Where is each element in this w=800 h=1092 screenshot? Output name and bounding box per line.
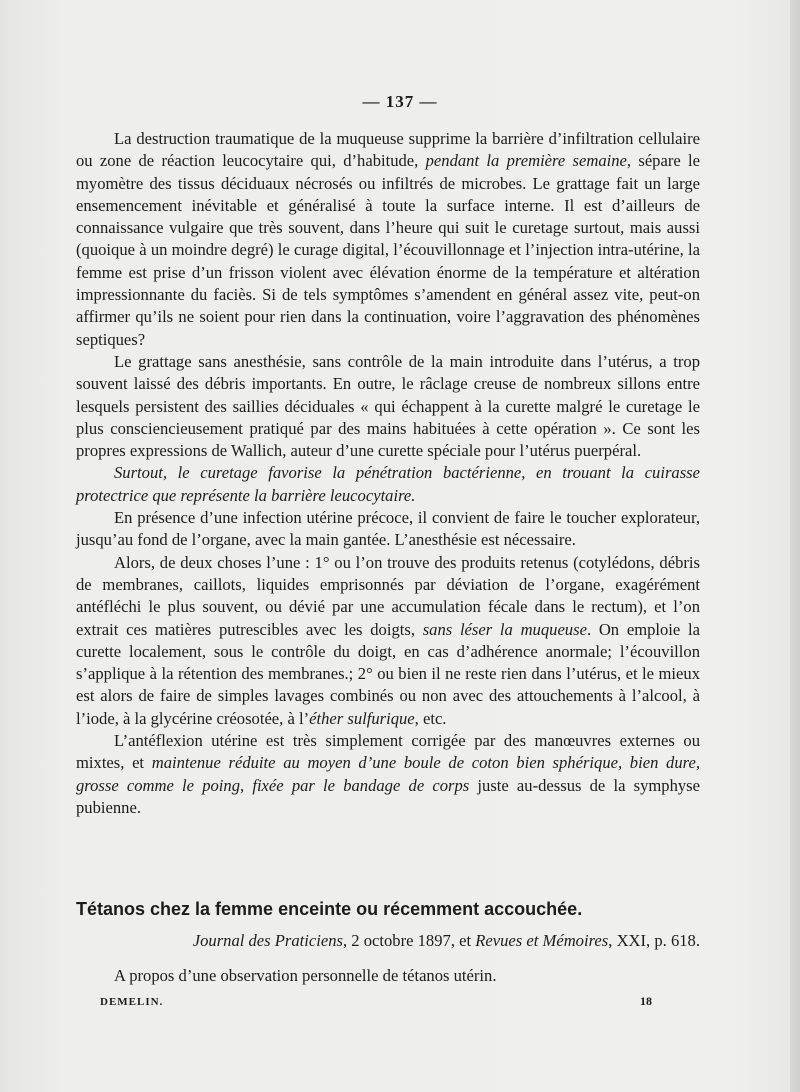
paragraph-5-emphasis-b: éther sulfurique bbox=[309, 708, 415, 728]
paragraph-5-text-a: Alors, de deux choses l’une : 1° ou l’on trouve des produits retenus (cotylédons, débris de membranes, caillots, liquides emprisonnés par déviation de l’organe, exagérément antéfléchi le plus souvent, ou dévié par une accumulation fécale dans le rectum), et l’on extrait ces matières putrescibles avec les doigts, bbox=[76, 552, 700, 639]
footer-author: DEMELIN. bbox=[100, 996, 164, 1008]
paragraph-5-text-b: . On emploie la curette localement, sous le contrôle du doigt, en cas d’adhérence anormale; l’écouvillon s’applique à la rétention des membranes.; 2° ou bien il ne reste rien dans l’utérus, et le mieux est alors de faire de simples lavages combinés ou non avec des attouchements à l’alcool, à l’iode, à la glycérine créosotée, à l’ bbox=[76, 619, 700, 728]
body-text bbox=[76, 128, 700, 819]
footer-signature-mark: 18 bbox=[640, 994, 652, 1008]
paragraph-6 bbox=[76, 730, 700, 819]
paragraph-1-text-a: La destruction traumatique de la muqueuse supprime la barrière d’infiltration cellulaire ou zone de réaction leucocytaire qui, d’habitude, bbox=[76, 129, 700, 171]
paragraph-6-text-a: L’antéflexion utérine est très simplement corrigée par des manœuvres externes ou mixtes, et bbox=[76, 731, 700, 773]
citation-date: , 2 octobre 1897, et bbox=[342, 931, 476, 950]
paragraph-5 bbox=[76, 552, 700, 730]
section-heading: Tétanos chez la femme enceinte ou récemment accouchée. bbox=[76, 899, 583, 919]
paragraph-2: Le grattage sans anesthésie, sans contrôle de la main introduite dans l’utérus, a trop souvent laissé des débris importants. En outre, le râclage creuse de nombreux sillons entre lesquels persistent des saillies déciduales « qui échappent à la curette malgré le curetage le plus consciencieusement pratiqué par des mains habituées à cette opération ». Ce sont les propres expressions de Wallich, auteur d’une curette spéciale pour l’utérus puerpéral. bbox=[76, 351, 700, 461]
paragraph-1-emphasis: pendant la première semaine bbox=[425, 151, 627, 171]
intro-line: A propos d’une observation personnelle de tétanos utérin. bbox=[114, 966, 497, 985]
page-edge bbox=[790, 0, 800, 1092]
paragraph-3-emphasis: Surtout, le curetage favorise la pénétration bactérienne, en trouant la cuirasse protectrice que représente la barrière leucocytaire. bbox=[76, 463, 700, 505]
paragraph-5-text-c: , etc. bbox=[414, 708, 447, 728]
citation-journal-2: Revues et Mémoires bbox=[475, 931, 609, 950]
paragraph-5-emphasis-a: sans léser la muqueuse bbox=[422, 619, 587, 639]
citation-reference: , XXI, p. 618. bbox=[608, 931, 700, 950]
citation-journal-1: Journal des Praticiens bbox=[192, 931, 343, 950]
paragraph-4: En présence d’une infection utérine précoce, il convient de faire le toucher explorateur, jusqu’au fond de l’organe, avec la main gantée. L’anesthésie est nécessaire. bbox=[76, 508, 700, 550]
citation bbox=[76, 931, 700, 951]
page-number: — 137 — bbox=[362, 92, 438, 111]
paragraph-6-text-b: juste au-dessus de la symphyse pubienne. bbox=[76, 775, 700, 817]
paragraph-1 bbox=[76, 128, 700, 351]
paragraph-1-text-b: , sépare le myomètre des tissus déciduaux nécrosés ou infiltrés de microbes. Le grattage fait un large ensemencement inévitable et généralisé à toute la surface interne. Il est d’ailleurs de connaissance vulgaire que très souvent, dans l’heure qui suit le curetage surtout, mais aussi (quoique à un moindre degré) le curage digital, l’écouvillonnage et l’injection intra-utérine, la femme est prise d’un frisson violent avec élévation énorme de la température et altération impressionnante du faciès. Si de tels symptômes s’amendent en général assez vite, peut-on affirmer qu’ils ne soient pour rien dans la continuation, voire l’aggravation des phénomènes septiques? bbox=[76, 151, 701, 349]
paragraph-6-emphasis: maintenue réduite au moyen d’une boule de coton bien sphérique, bien dure, grosse comme le poing, fixée par le bandage de corps bbox=[76, 753, 700, 795]
paragraph-3 bbox=[76, 462, 700, 507]
